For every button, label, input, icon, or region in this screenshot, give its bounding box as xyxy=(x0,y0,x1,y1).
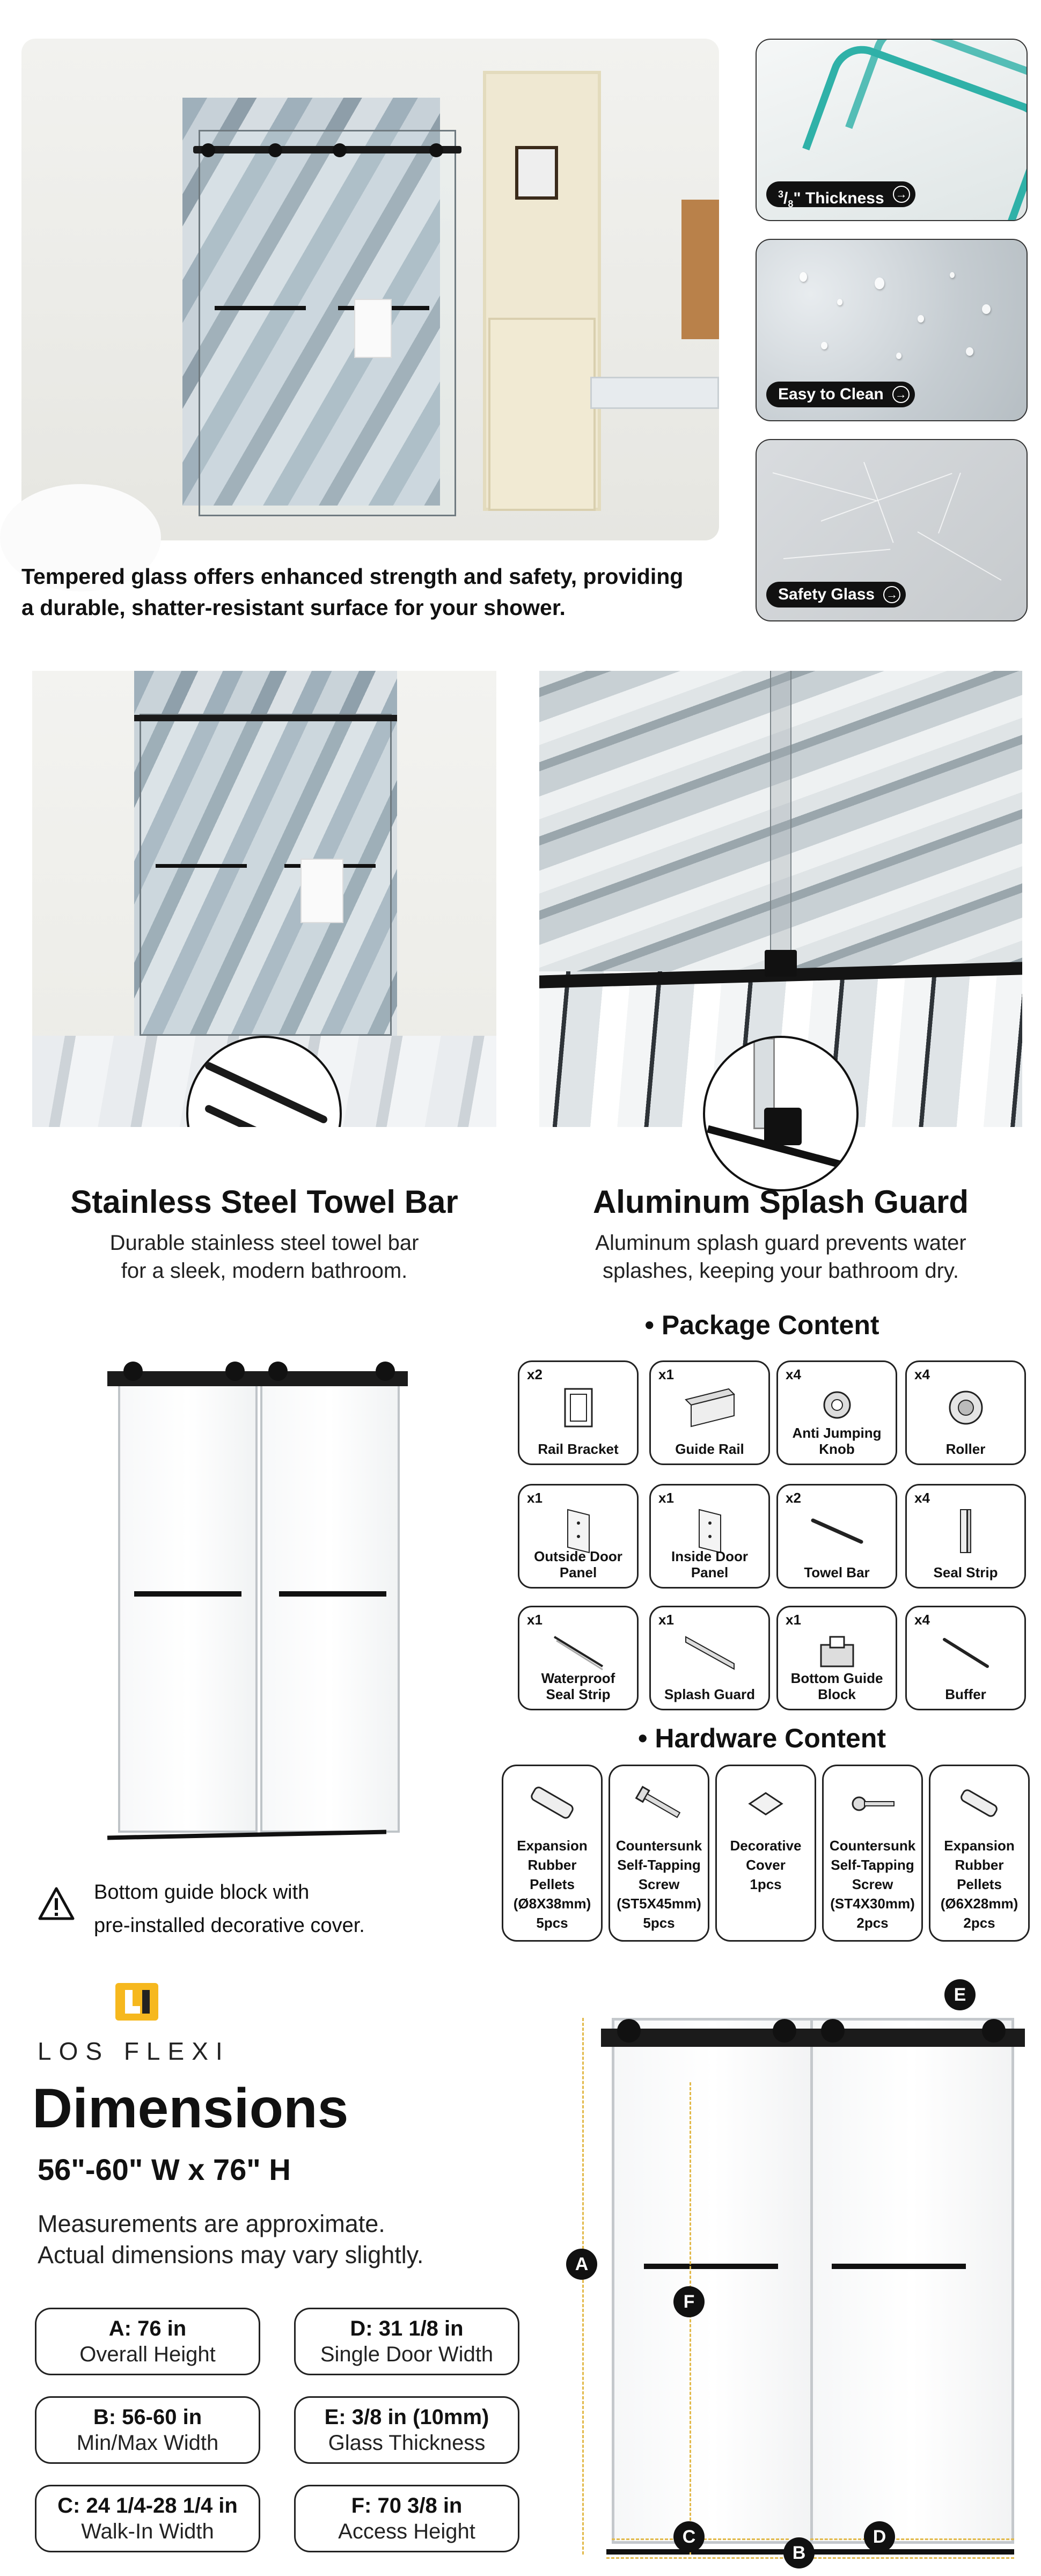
shower-glass xyxy=(199,130,456,516)
water-drop xyxy=(896,353,901,359)
package-item xyxy=(649,1484,770,1589)
desc-line: Durable stainless steel towel bar xyxy=(109,1231,419,1255)
guide-rail xyxy=(601,2029,1025,2047)
arrow-right-icon: → xyxy=(883,586,900,603)
caption-line: Tempered glass offers enhanced strength and safety, providing xyxy=(21,564,684,589)
roller xyxy=(268,143,282,157)
marker-e: E xyxy=(944,1979,976,2010)
roller-icon xyxy=(936,1384,995,1432)
item-qty: x1 xyxy=(527,1612,543,1628)
towel-bar xyxy=(156,864,247,868)
desc-line: splashes, keeping your bathroom dry. xyxy=(602,1259,959,1283)
caption-line: a durable, shatter-resistant surface for your shower. xyxy=(21,595,566,620)
marker-f: F xyxy=(673,2286,705,2317)
crack-line xyxy=(863,462,894,543)
spec-glass-thickness xyxy=(294,2396,519,2464)
spec-label: Access Height xyxy=(338,2520,475,2543)
spec-label: Walk-In Width xyxy=(81,2520,214,2543)
guide-rail-icon xyxy=(680,1384,739,1432)
brand-logo xyxy=(38,1980,252,2072)
crack-line xyxy=(938,473,961,533)
water-drop xyxy=(821,342,827,349)
spec-value: B: 56-60 in xyxy=(93,2405,202,2429)
rail-bracket-icon xyxy=(549,1384,608,1432)
package-item xyxy=(776,1484,897,1589)
roller xyxy=(982,2019,1006,2043)
desc-line: for a sleek, modern bathroom. xyxy=(121,1259,408,1283)
dimension-line-a xyxy=(582,2018,584,2555)
easy-clean-pill[interactable] xyxy=(766,382,915,407)
item-qty: x2 xyxy=(527,1366,543,1382)
outside-door-panel xyxy=(612,2018,816,2544)
roller xyxy=(225,1362,245,1381)
note-line: pre-installed decorative cover. xyxy=(94,1914,365,1937)
splash-guard-part xyxy=(765,950,797,977)
dimensions-title: Dimensions xyxy=(32,2077,349,2140)
towel-bar-description xyxy=(32,1229,496,1285)
splash-guard-icon xyxy=(680,1629,739,1677)
note-text xyxy=(94,1876,365,1942)
roller xyxy=(376,1362,395,1381)
thickness-pill[interactable]: $^3/_8$" Thickness → xyxy=(766,181,915,207)
item-label: Countersunk Self-Tapping Screw (ST5X45mm) 5pcs xyxy=(615,1838,702,1931)
towel-bar xyxy=(644,2264,778,2269)
package-item xyxy=(776,1360,897,1465)
item-label: Roller xyxy=(945,1441,986,1457)
towel-bar-icon xyxy=(808,1507,867,1555)
item-label: Rail Bracket xyxy=(538,1441,619,1457)
item-qty: x1 xyxy=(786,1612,801,1628)
shower-rail xyxy=(193,146,461,153)
buffer-icon xyxy=(936,1629,995,1677)
vanity-cabinet xyxy=(488,318,596,511)
package-item xyxy=(649,1606,770,1710)
spec-min-max-width xyxy=(35,2396,260,2464)
towel-bar xyxy=(279,1591,386,1597)
item-qty: x4 xyxy=(914,1612,930,1628)
hardware-item xyxy=(715,1765,816,1942)
rubber-pellet-icon xyxy=(520,1777,584,1831)
package-item xyxy=(905,1360,1026,1465)
inside-door-panel xyxy=(260,1371,400,1833)
item-label: Inside Door Panel xyxy=(671,1548,748,1580)
item-qty: x4 xyxy=(786,1366,801,1382)
spec-access-height xyxy=(294,2485,519,2552)
splash-guard-closeup xyxy=(703,1036,859,1191)
splash-guard-title: Aluminum Splash Guard xyxy=(592,1184,969,1220)
hardware-item xyxy=(609,1765,709,1942)
spec-single-door-width xyxy=(294,2308,519,2375)
hardware-item xyxy=(502,1765,603,1942)
item-label: Expansion Rubber Pellets (Ø6X28mm) 2pcs xyxy=(940,1838,1018,1931)
towel xyxy=(300,859,343,923)
spec-label: Glass Thickness xyxy=(328,2431,486,2455)
screw-icon xyxy=(840,1777,905,1831)
item-qty: x1 xyxy=(658,1366,674,1382)
shower-glass xyxy=(140,714,392,1036)
hero-shower-photo xyxy=(21,39,719,540)
decorative-cover-icon xyxy=(734,1777,798,1831)
water-drop xyxy=(837,299,842,305)
feature-card-safety xyxy=(756,439,1028,621)
spec-value: E: 3/8 in (10mm) xyxy=(324,2405,489,2429)
marker-a: A xyxy=(566,2249,597,2280)
water-drop xyxy=(982,304,991,314)
crack-line xyxy=(783,549,890,559)
spec-value: D: 31 1/8 in xyxy=(350,2317,464,2340)
rubber-pellet-icon xyxy=(947,1777,1011,1831)
shower-rail xyxy=(134,715,397,721)
item-qty: x4 xyxy=(914,1366,930,1382)
spec-label: Single Door Width xyxy=(320,2343,494,2366)
roller xyxy=(773,2019,796,2043)
package-item xyxy=(518,1606,639,1710)
feature-card-thickness xyxy=(756,39,1028,221)
roller xyxy=(123,1362,143,1381)
spec-label: Min/Max Width xyxy=(76,2431,219,2455)
dimensions-size: 56"-60" W x 76" H xyxy=(38,2153,291,2186)
roller xyxy=(268,1362,288,1381)
item-label: Splash Guard xyxy=(664,1686,756,1702)
door-drawing xyxy=(107,1350,413,1843)
package-item xyxy=(905,1606,1026,1710)
pill-label: Easy to Clean xyxy=(778,385,884,403)
arrow-right-icon: → xyxy=(893,186,910,203)
item-qty: x1 xyxy=(658,1490,674,1506)
water-drop xyxy=(800,272,807,282)
dimension-drawing xyxy=(558,1970,1025,2571)
package-content-heading: • Package Content xyxy=(644,1310,879,1340)
item-qty: x2 xyxy=(786,1490,801,1506)
item-qty: x1 xyxy=(658,1612,674,1628)
item-label: Waterproof Seal Strip xyxy=(541,1670,615,1702)
item-label: Seal Strip xyxy=(933,1564,998,1580)
item-qty: x1 xyxy=(527,1490,543,1506)
sink-counter xyxy=(590,377,719,409)
brand-logo-icon xyxy=(110,1980,164,2023)
item-label: Countersunk Self-Tapping Screw (ST4X30mm) 2pcs xyxy=(829,1838,916,1931)
roller xyxy=(429,143,443,157)
marker-d: D xyxy=(864,2521,895,2552)
water-drop xyxy=(875,277,884,289)
roller xyxy=(617,2019,641,2043)
dimension-line-f xyxy=(690,2082,691,2555)
warning-icon xyxy=(38,1886,75,1921)
spec-value: C: 24 1/4-28 1/4 in xyxy=(57,2494,238,2518)
package-item xyxy=(905,1484,1026,1589)
fraction-numerator: 3 xyxy=(778,189,784,200)
towel xyxy=(354,299,392,358)
screw-icon xyxy=(627,1777,691,1831)
roller xyxy=(821,2019,845,2043)
crack-line xyxy=(821,473,952,522)
item-label: Decorative Cover 1pcs xyxy=(730,1838,802,1892)
dimensions-note xyxy=(38,2208,423,2271)
package-item xyxy=(776,1606,897,1710)
fraction-denominator: 8 xyxy=(788,199,794,209)
hero-caption xyxy=(21,561,735,623)
towel-bar xyxy=(215,306,306,310)
package-item xyxy=(518,1484,639,1589)
hardware-item xyxy=(822,1765,923,1942)
spec-value: F: 70 3/8 in xyxy=(351,2494,463,2518)
wall-frame xyxy=(515,146,558,200)
note-line: Bottom guide block with xyxy=(94,1881,310,1904)
item-label: Bottom Guide Block xyxy=(790,1670,883,1702)
roller xyxy=(201,143,215,157)
water-drop xyxy=(966,347,973,356)
pill-label: Safety Glass xyxy=(778,586,875,603)
pill-label: " Thickness xyxy=(793,189,884,207)
item-label: Buffer xyxy=(945,1686,986,1702)
guide-rail xyxy=(107,1371,408,1386)
desc-line: Aluminum splash guard prevents water xyxy=(595,1231,966,1255)
hardware-content-heading: • Hardware Content xyxy=(637,1723,886,1753)
seal-strip-icon xyxy=(936,1507,995,1555)
crack-line xyxy=(773,472,877,501)
towel-bar xyxy=(134,1591,241,1597)
spec-overall-height xyxy=(35,2308,260,2375)
spec-label: Overall Height xyxy=(79,2343,216,2366)
item-label: Expansion Rubber Pellets (Ø8X38mm) 5pcs xyxy=(513,1838,591,1931)
glass-edge xyxy=(770,671,791,971)
splash-guard-part xyxy=(764,1108,802,1145)
package-item xyxy=(518,1360,639,1465)
outside-door-panel xyxy=(118,1371,258,1833)
feature-card-easy-clean xyxy=(756,239,1028,421)
safety-glass-pill[interactable] xyxy=(766,582,906,608)
package-item xyxy=(649,1360,770,1465)
spec-walk-in-width xyxy=(35,2485,260,2552)
arrow-right-icon: → xyxy=(892,386,910,403)
mirror xyxy=(681,200,719,339)
marker-b: B xyxy=(783,2537,815,2568)
towel-bar xyxy=(832,2264,966,2269)
dimension-line-d xyxy=(810,2538,1014,2540)
brand-name: LOS FLEXI xyxy=(38,2037,230,2065)
inside-door-panel xyxy=(810,2018,1014,2544)
splash-guard-description xyxy=(539,1229,1022,1285)
hardware-item xyxy=(929,1765,1030,1942)
item-label: Anti Jumping Knob xyxy=(792,1425,882,1457)
roller xyxy=(333,143,347,157)
item-label: Towel Bar xyxy=(804,1564,870,1580)
water-drop xyxy=(918,315,924,323)
spec-value: A: 76 in xyxy=(108,2317,187,2340)
note-line: Measurements are approximate. xyxy=(38,2210,385,2237)
towel-bar-photo xyxy=(32,671,496,1127)
towel-bar-title: Stainless Steel Towel Bar xyxy=(70,1184,458,1220)
item-label: Guide Rail xyxy=(675,1441,744,1457)
crack-line xyxy=(918,531,1002,581)
item-label: Outside Door Panel xyxy=(534,1548,622,1580)
marker-c: C xyxy=(673,2521,705,2552)
note-line: Actual dimensions may vary slightly. xyxy=(38,2241,424,2268)
item-qty: x4 xyxy=(914,1490,930,1506)
water-drop xyxy=(950,272,955,278)
